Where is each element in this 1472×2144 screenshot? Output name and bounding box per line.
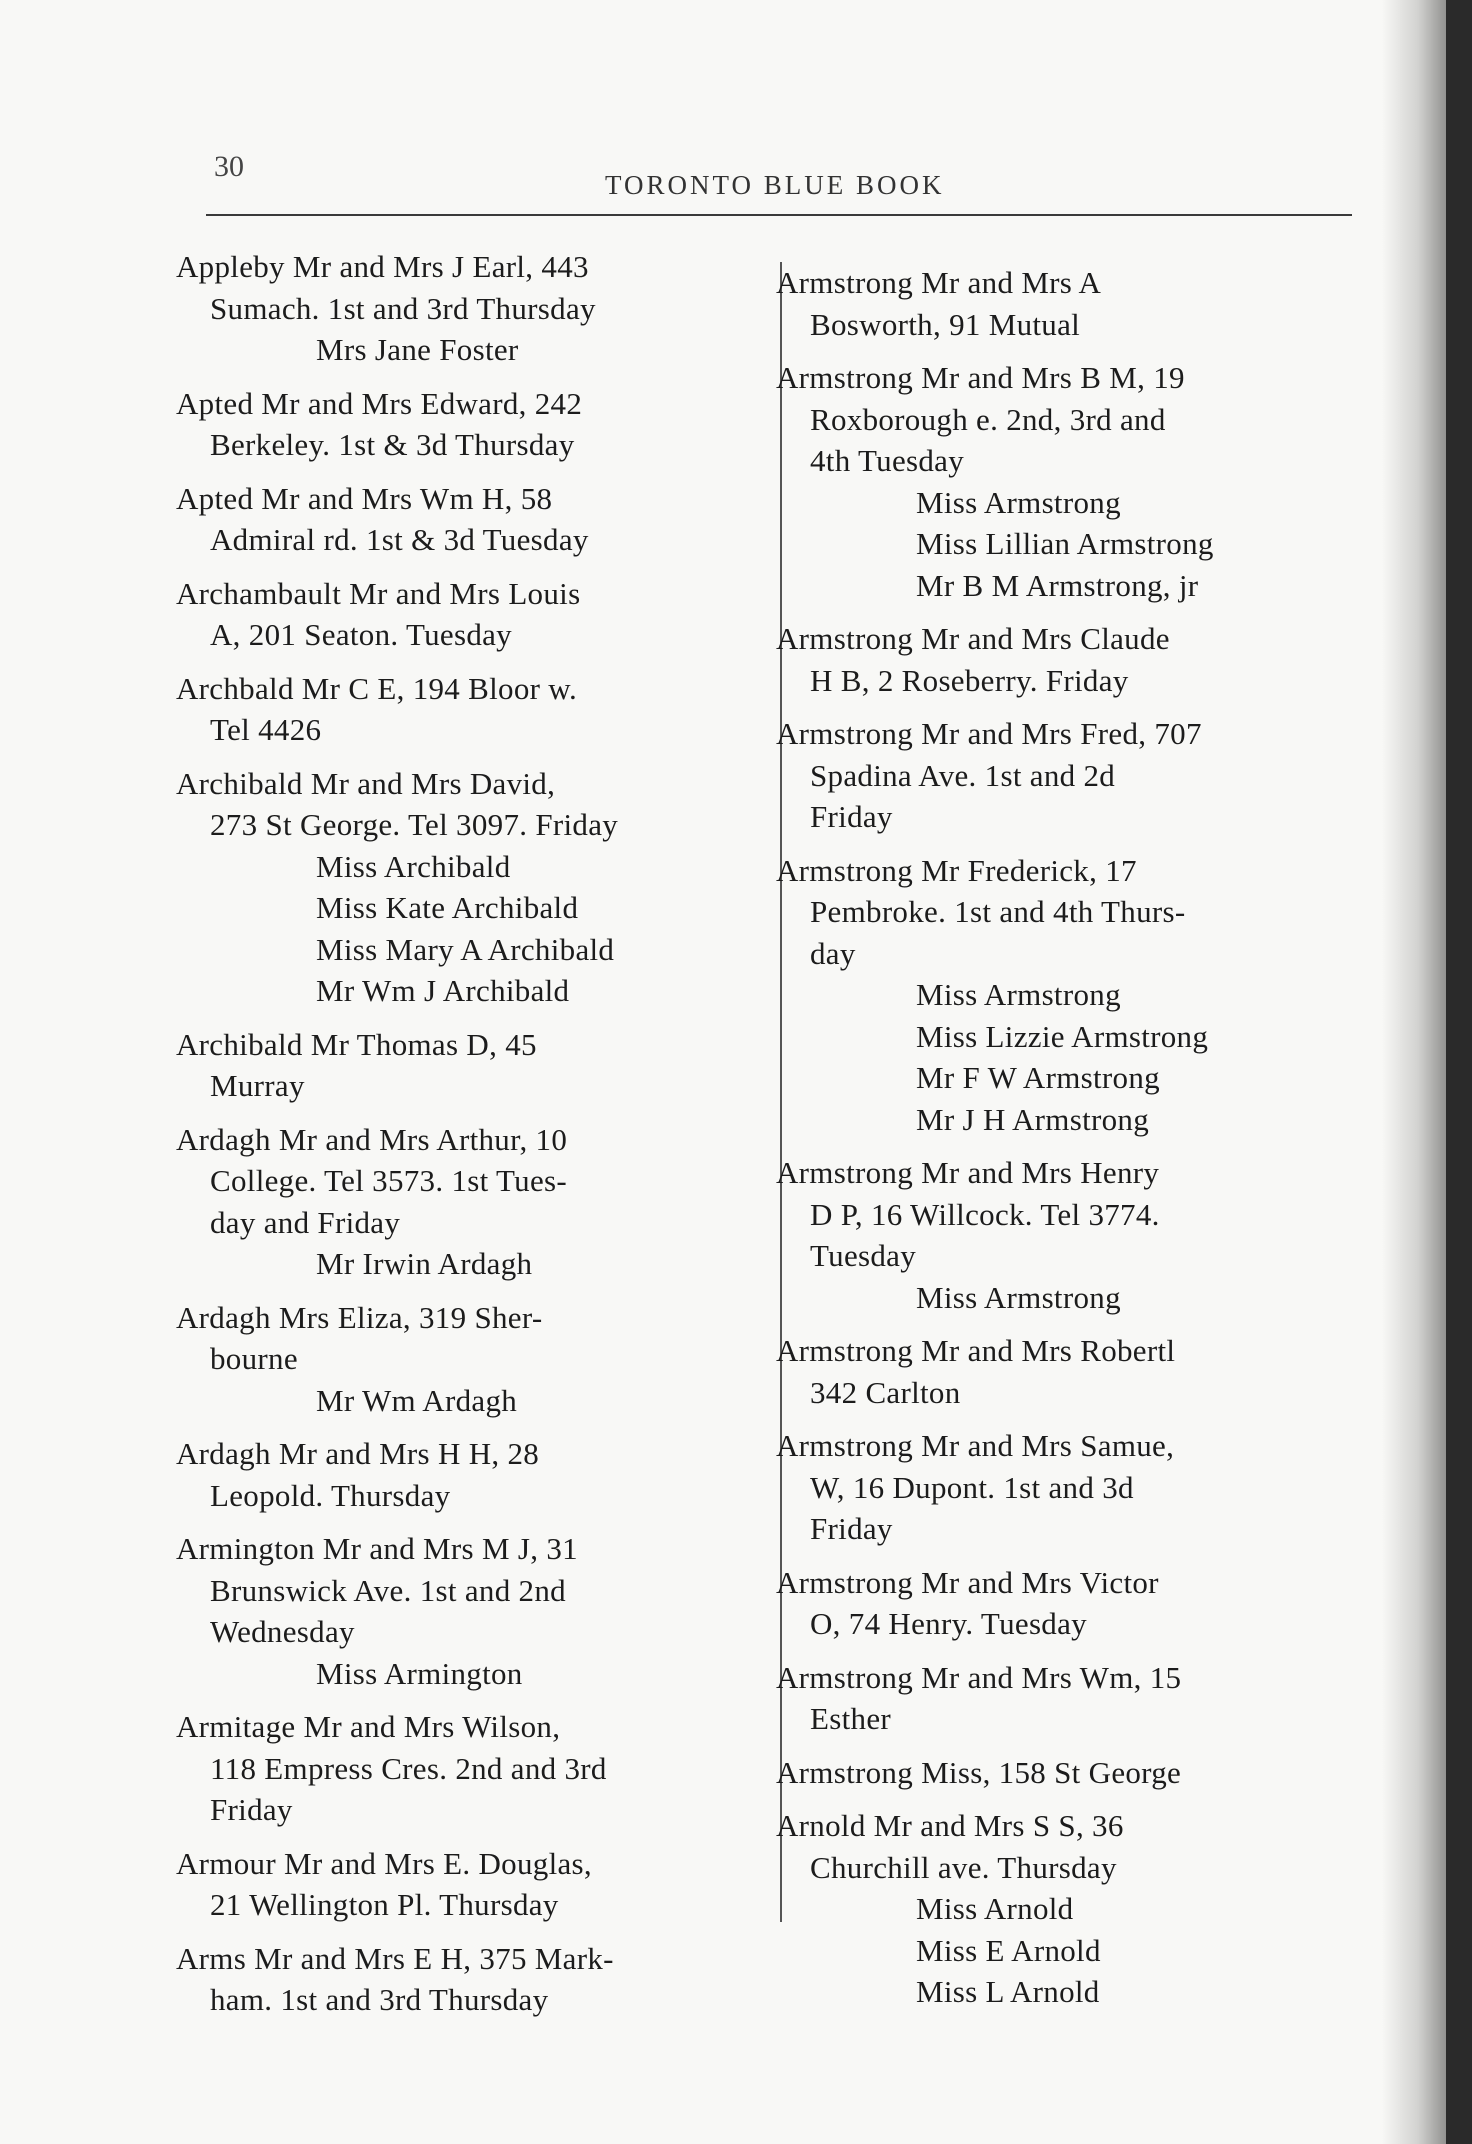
- household-member: Miss Armstrong: [916, 1279, 1121, 1315]
- directory-entry: [776, 1752, 1356, 1794]
- entry-continuation: Berkeley. 1st & 3d Thursday: [210, 427, 575, 462]
- entry-continuation: day: [810, 935, 856, 971]
- entry-name: Armington Mr and Mrs M J, 31: [176, 1531, 578, 1566]
- entry-continuation: W, 16 Dupont. 1st and 3d: [810, 1469, 1134, 1505]
- entry-continuation: Wednesday: [210, 1614, 355, 1649]
- entry-continuation: Brunswick Ave. 1st and 2nd: [210, 1572, 566, 1608]
- entry-continuation: D P, 16 Willcock. Tel 3774.: [810, 1196, 1160, 1232]
- directory-entry: [176, 1843, 760, 1926]
- directory-entry: [176, 573, 760, 656]
- entry-continuation: Roxborough e. 2nd, 3rd and: [810, 401, 1166, 437]
- entry-name: Armstrong Mr and Mrs Robertl: [776, 1333, 1176, 1368]
- entry-continuation: A, 201 Seaton. Tuesday: [210, 617, 512, 652]
- entry-continuation: Pembroke. 1st and 4th Thurs-: [810, 894, 1186, 929]
- household-member: Miss Lizzie Armstrong: [916, 1018, 1209, 1054]
- household-member: Mr Wm J Archibald: [316, 973, 570, 1008]
- directory-entry: [776, 1562, 1356, 1645]
- entry-continuation: H B, 2 Roseberry. Friday: [810, 662, 1129, 698]
- household-member: Miss Arnold: [916, 1891, 1074, 1926]
- entry-name: Arnold Mr and Mrs S S, 36: [776, 1808, 1124, 1843]
- entry-name: Armstrong Mr and Mrs Samue,: [776, 1428, 1175, 1463]
- directory-entry: [176, 763, 760, 1012]
- entry-continuation: day and Friday: [210, 1204, 401, 1240]
- directory-entry: [776, 357, 1356, 606]
- directory-entry: [176, 383, 760, 466]
- entry-continuation: Friday: [210, 1792, 293, 1827]
- directory-entry: [776, 1330, 1356, 1413]
- entry-continuation: 118 Empress Cres. 2nd and 3rd: [210, 1750, 607, 1786]
- household-member: Miss Armington: [316, 1655, 523, 1691]
- directory-entry: [176, 1433, 760, 1516]
- directory-entry: [776, 713, 1356, 838]
- entry-name: Archibald Mr and Mrs David,: [176, 765, 556, 801]
- directory-entry: [776, 262, 1356, 345]
- entry-continuation: Churchill ave. Thursday: [810, 1849, 1117, 1885]
- entry-continuation: Sumach. 1st and 3rd Thursday: [210, 290, 596, 326]
- household-member: Mrs Jane Foster: [316, 332, 519, 367]
- household-member: Mr J H Armstrong: [916, 1101, 1150, 1137]
- directory-entry: [776, 1657, 1356, 1740]
- entry-continuation: Murray: [210, 1068, 305, 1103]
- household-member: Miss Kate Archibald: [316, 890, 579, 925]
- directory-entry: [776, 1152, 1356, 1318]
- entry-name: Arms Mr and Mrs E H, 375 Mark-: [176, 1940, 614, 1976]
- entry-name: Armstrong Mr and Mrs Fred, 707: [776, 716, 1202, 751]
- entry-name: Armour Mr and Mrs E. Douglas,: [176, 1845, 592, 1881]
- entry-continuation: Admiral rd. 1st & 3d Tuesday: [210, 522, 589, 557]
- entry-name: Archambault Mr and Mrs Louis: [176, 575, 581, 611]
- entry-name: Armitage Mr and Mrs Wilson,: [176, 1709, 561, 1744]
- directory-entry: [176, 1024, 760, 1107]
- household-member: Mr B M Armstrong, jr: [916, 567, 1199, 603]
- entry-continuation: Tel 4426: [210, 712, 322, 747]
- entry-name: Armstrong Mr and Mrs B M, 19: [776, 360, 1185, 395]
- entry-continuation: Friday: [810, 799, 893, 834]
- directory-entry: [176, 246, 760, 371]
- entry-continuation: Leopold. Thursday: [210, 1477, 451, 1513]
- directory-entry: [776, 1805, 1356, 2013]
- entry-name: Apted Mr and Mrs Edward, 242: [176, 385, 583, 421]
- entry-name: Archbald Mr C E, 194 Bloor w.: [176, 670, 578, 706]
- book-binding-edge: [1446, 0, 1472, 2144]
- entry-name: Armstrong Mr and Mrs Claude: [776, 621, 1170, 656]
- running-title: TORONTO BLUE BOOK: [605, 170, 945, 200]
- header-rule: [206, 214, 1352, 216]
- household-member: Miss E Arnold: [916, 1932, 1101, 1968]
- entry-name: Armstrong Mr and Mrs Henry: [776, 1155, 1160, 1190]
- page-number: 30: [214, 150, 244, 183]
- entry-name: Armstrong Mr and Mrs A: [776, 265, 1102, 300]
- entry-continuation: Esther: [810, 1701, 891, 1736]
- entry-continuation: Friday: [810, 1511, 893, 1546]
- entry-name: Ardagh Mrs Eliza, 319 Sher-: [176, 1299, 543, 1335]
- entry-continuation: O, 74 Henry. Tuesday: [810, 1606, 1087, 1641]
- directory-entry: [176, 1528, 760, 1694]
- household-member: Mr Wm Ardagh: [316, 1382, 518, 1418]
- right-column: [776, 262, 1356, 2025]
- entry-continuation: bourne: [210, 1341, 298, 1376]
- entry-continuation: Spadina Ave. 1st and 2d: [810, 757, 1116, 793]
- entry-name: Ardagh Mr and Mrs Arthur, 10: [176, 1121, 568, 1157]
- entry-continuation: 342 Carlton: [810, 1374, 961, 1410]
- entry-name: Armstrong Mr and Mrs Wm, 15: [776, 1659, 1182, 1695]
- entry-continuation: College. Tel 3573. 1st Tues-: [210, 1163, 568, 1198]
- entry-continuation: 4th Tuesday: [810, 443, 965, 478]
- household-member: Miss Armstrong: [916, 977, 1121, 1012]
- entry-name: Appleby Mr and Mrs J Earl, 443: [176, 249, 589, 284]
- household-member: Mr Irwin Ardagh: [316, 1246, 533, 1281]
- entry-name: Apted Mr and Mrs Wm H, 58: [176, 480, 553, 516]
- entry-name: Armstrong Miss, 158 St George: [776, 1754, 1182, 1790]
- household-member: Miss Mary A Archibald: [316, 931, 615, 967]
- entry-name: Armstrong Mr and Mrs Victor: [776, 1564, 1159, 1600]
- directory-entry: [176, 1938, 760, 2021]
- directory-entry: [176, 1297, 760, 1422]
- entry-continuation: ham. 1st and 3rd Thursday: [210, 1982, 549, 2017]
- entry-continuation: 21 Wellington Pl. Thursday: [210, 1887, 559, 1922]
- entry-continuation: Tuesday: [810, 1238, 917, 1273]
- entry-continuation: 273 St George. Tel 3097. Friday: [210, 807, 619, 842]
- household-member: Mr F W Armstrong: [916, 1060, 1160, 1095]
- directory-entry: [176, 1119, 760, 1285]
- directory-entry: [176, 668, 760, 751]
- left-column: [176, 246, 760, 2033]
- entry-name: Ardagh Mr and Mrs H H, 28: [176, 1436, 540, 1471]
- household-member: Miss Lillian Armstrong: [916, 526, 1214, 561]
- directory-entry: [776, 618, 1356, 701]
- directory-entry: [776, 850, 1356, 1141]
- directory-entry: [776, 1425, 1356, 1550]
- entry-continuation: Bosworth, 91 Mutual: [810, 306, 1081, 342]
- entry-name: Archibald Mr Thomas D, 45: [176, 1026, 537, 1062]
- directory-entry: [176, 478, 760, 561]
- entry-name: Armstrong Mr Frederick, 17: [776, 852, 1137, 888]
- directory-entry: [176, 1706, 760, 1831]
- household-member: Miss L Arnold: [916, 1974, 1100, 2009]
- household-member: Miss Armstrong: [916, 484, 1121, 520]
- household-member: Miss Archibald: [316, 848, 511, 884]
